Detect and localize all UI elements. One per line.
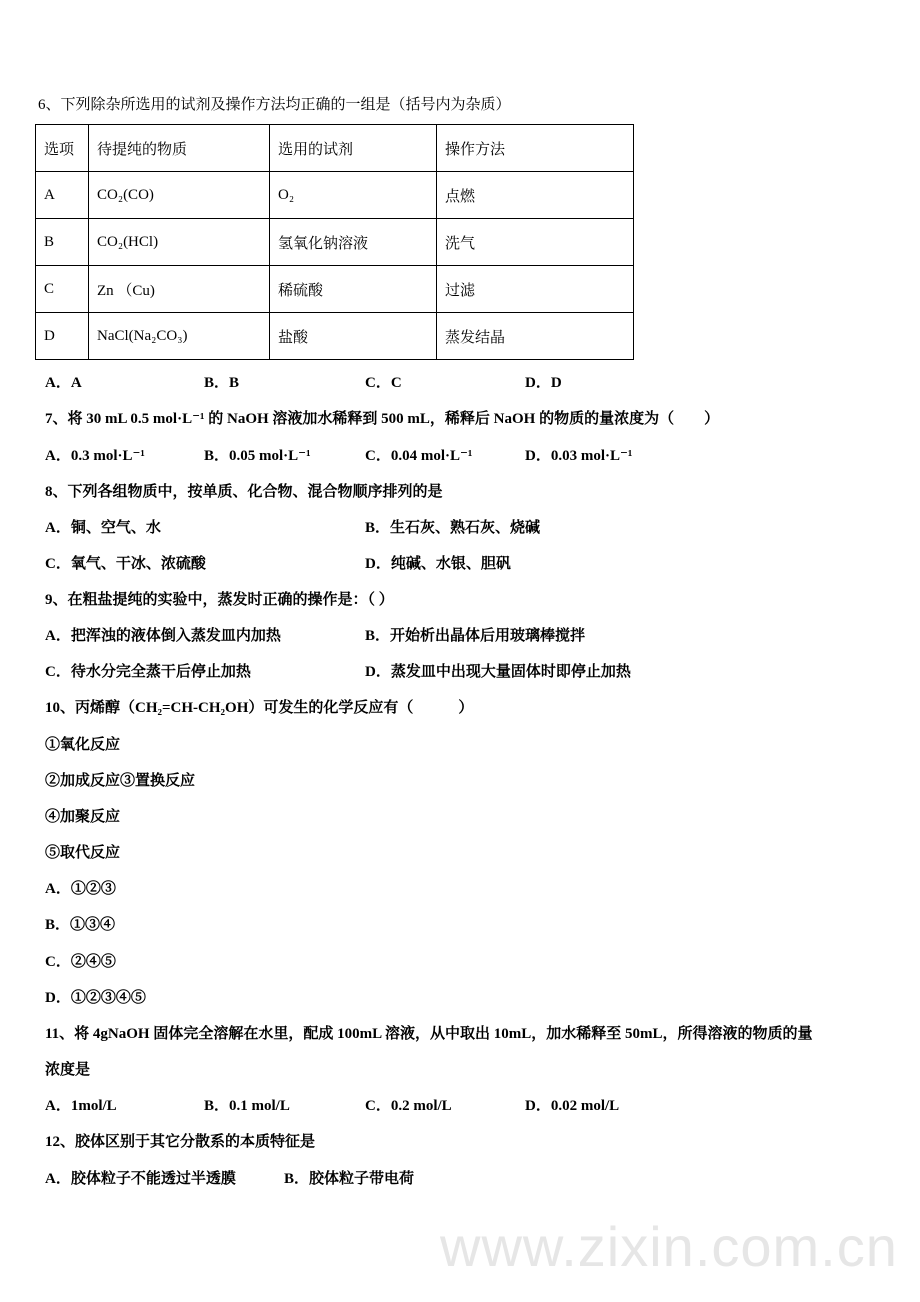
table-cell: 盐酸 (270, 313, 437, 360)
option-a: A．0.3 mol·L⁻¹ (45, 448, 145, 464)
option-b: B．胶体粒子带电荷 (284, 1171, 415, 1187)
table-cell: Zn （Cu) (89, 266, 270, 313)
table-row (36, 172, 634, 219)
question-12-stem: 12、胶体区别于其它分散系的本质特征是 (45, 1134, 316, 1150)
option-a: A．A (45, 375, 82, 391)
question-6-stem: 6、下列除杂所选用的试剂及操作方法均正确的一组是（括号内为杂质） (38, 97, 511, 113)
option-d: D．①②③④⑤ (45, 990, 146, 1006)
table-cell: 点燃 (437, 172, 634, 219)
question-7-stem: 7、将 30 mL 0.5 mol·L⁻¹ 的 NaOH 溶液加水稀释到 500 mL，稀释后 NaOH 的物质的量浓度为（ ） (45, 411, 720, 427)
table-cell: D (36, 313, 89, 360)
table-cell: O₂ (270, 172, 437, 219)
watermark: www.zixin.com.cn (440, 1215, 898, 1278)
option-b: B．B (204, 375, 240, 391)
table-header-row (36, 125, 634, 172)
table-cell: A (36, 172, 89, 219)
table-row (36, 313, 634, 360)
reaction-item: ②加成反应③置换反应 (45, 773, 196, 789)
table-header: 选项 (36, 125, 89, 172)
table-header: 操作方法 (437, 125, 634, 172)
table-cell: 过滤 (437, 266, 634, 313)
option-c: C．0.04 mol·L⁻¹ (365, 448, 473, 464)
table-cell: CO₂(CO) (89, 172, 270, 219)
option-b: B．0.05 mol·L⁻¹ (204, 448, 311, 464)
table-cell: 稀硫酸 (270, 266, 437, 313)
table-header: 选用的试剂 (270, 125, 437, 172)
table-cell: 洗气 (437, 219, 634, 266)
option-a: A．把浑浊的液体倒入蒸发皿内加热 (45, 628, 281, 644)
option-a: A．铜、空气、水 (45, 520, 161, 536)
question-6-table (35, 124, 634, 360)
option-c: C．C (365, 375, 402, 391)
table-cell: CO₂(HCl) (89, 219, 270, 266)
reaction-item: ④加聚反应 (45, 809, 121, 825)
option-c: C．氧气、干冰、浓硫酸 (45, 556, 206, 572)
table-row (36, 219, 634, 266)
table-header: 待提纯的物质 (89, 125, 270, 172)
question-8-stem: 8、下列各组物质中，按单质、化合物、混合物顺序排列的是 (45, 484, 443, 500)
table-cell: NaCl(Na₂CO₃) (89, 313, 270, 360)
question-10-stem: 10、丙烯醇（CH₂=CH-CH₂OH）可发生的化学反应有（ ） (45, 700, 474, 716)
reaction-item: ①氧化反应 (45, 737, 121, 753)
option-b: B．开始析出晶体后用玻璃棒搅拌 (365, 628, 586, 644)
option-a: A．1mol/L (45, 1098, 117, 1114)
option-d: D．0.02 mol/L (525, 1098, 620, 1114)
option-a: A．①②③ (45, 881, 116, 897)
question-11-stem: 11、将 4gNaOH 固体完全溶解在水里，配成 100mL 溶液，从中取出 10mL，加水稀释至 50mL，所得溶液的物质的量 (45, 1026, 813, 1042)
option-a: A．胶体粒子不能透过半透膜 (45, 1171, 236, 1187)
reaction-item: ⑤取代反应 (45, 845, 121, 861)
question-9-stem: 9、在粗盐提纯的实验中，蒸发时正确的操作是：（ ） (45, 592, 394, 608)
question-11-stem-cont: 浓度是 (45, 1062, 91, 1078)
table-row (36, 266, 634, 313)
option-d: D．D (525, 375, 562, 391)
option-c: C．②④⑤ (45, 954, 116, 970)
option-d: D．蒸发皿中出现大量固体时即停止加热 (365, 664, 631, 680)
table-cell: 蒸发结晶 (437, 313, 634, 360)
option-b: B．①③④ (45, 917, 116, 933)
option-b: B．0.1 mol/L (204, 1098, 290, 1114)
option-c: C．0.2 mol/L (365, 1098, 452, 1114)
table-cell: C (36, 266, 89, 313)
option-d: D．纯碱、水银、胆矾 (365, 556, 511, 572)
option-b: B．生石灰、熟石灰、烧碱 (365, 520, 541, 536)
table-cell: B (36, 219, 89, 266)
option-d: D．0.03 mol·L⁻¹ (525, 448, 633, 464)
table-cell: 氢氧化钠溶液 (270, 219, 437, 266)
option-c: C．待水分完全蒸干后停止加热 (45, 664, 251, 680)
